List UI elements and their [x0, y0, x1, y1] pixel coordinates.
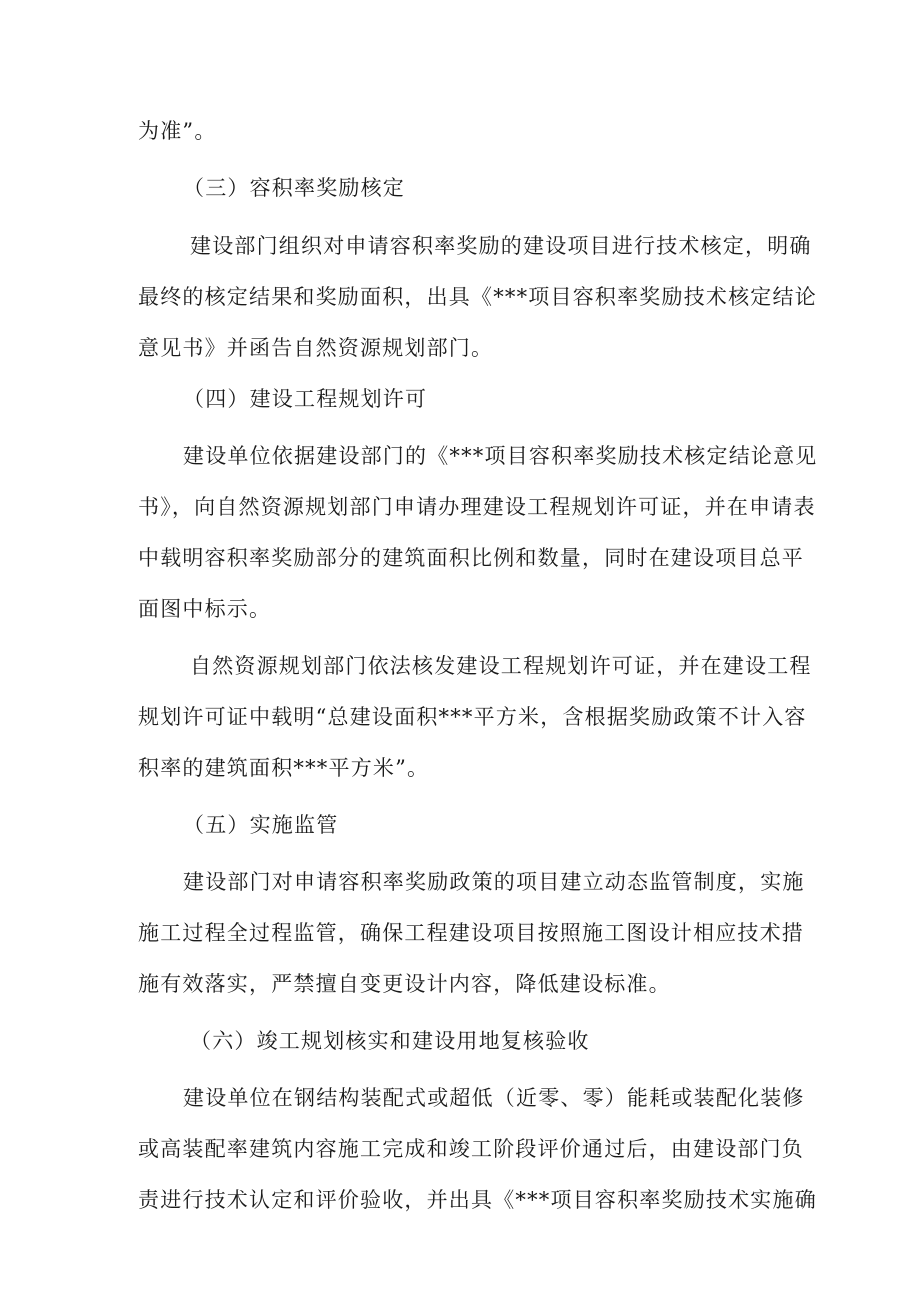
paragraph-line: 施有效落实，严禁擅自变更设计内容，降低建设标准。 [138, 972, 671, 996]
paragraph-line: 建设部门组织对申请容积率奖励的建设项目进行技术核定，明确 [190, 234, 812, 258]
section-heading-6: （六）竣工规划核实和建设用地复核验收 [190, 1029, 590, 1053]
section-heading-4: （四）建设工程规划许可 [183, 387, 428, 411]
paragraph-line: 施工过程全过程监管，确保工程建设项目按照施工图设计相应技术措 [138, 921, 804, 945]
paragraph-line: 或高装配率建筑内容施工完成和竣工阶段评价通过后，由建设部门负 [138, 1137, 804, 1161]
paragraph-line: 责进行技术认定和评价验收，并出具《***项目容积率奖励技术实施确 [138, 1188, 817, 1212]
section-heading-5: （五）实施监管 [183, 813, 339, 837]
paragraph-line: 建设单位依据建设部门的《***项目容积率奖励技术核定结论意见 [183, 444, 818, 468]
paragraph-line: 规划许可证中载明“总建设面积***平方米，含根据奖励政策不计入容 [138, 705, 807, 729]
section-heading-3: （三）容积率奖励核定 [183, 176, 405, 200]
paragraph-line: 建设单位在钢结构装配式或超低（近零、零）能耗或装配化装修 [183, 1086, 805, 1110]
paragraph-line: 为准”。 [138, 119, 217, 143]
paragraph-line: 自然资源规划部门依法核发建设工程规划许可证，并在建设工程 [190, 654, 812, 678]
paragraph-line: 中载明容积率奖励部分的建筑面积比例和数量，同时在建设项目总平 [138, 546, 804, 570]
paragraph-line: 意见书》并函告自然资源规划部门。 [138, 336, 494, 360]
paragraph-line: 面图中标示。 [138, 597, 272, 621]
paragraph-line: 积率的建筑面积***平方米”。 [138, 756, 430, 780]
paragraph-line: 最终的核定结果和奖励面积，出具《***项目容积率奖励技术核定结论 [138, 285, 817, 309]
paragraph-line: 书》，向自然资源规划部门申请办理建设工程规划许可证，并在申请表 [138, 495, 816, 519]
paragraph-line: 建设部门对申请容积率奖励政策的项目建立动态监管制度，实施 [183, 870, 805, 894]
